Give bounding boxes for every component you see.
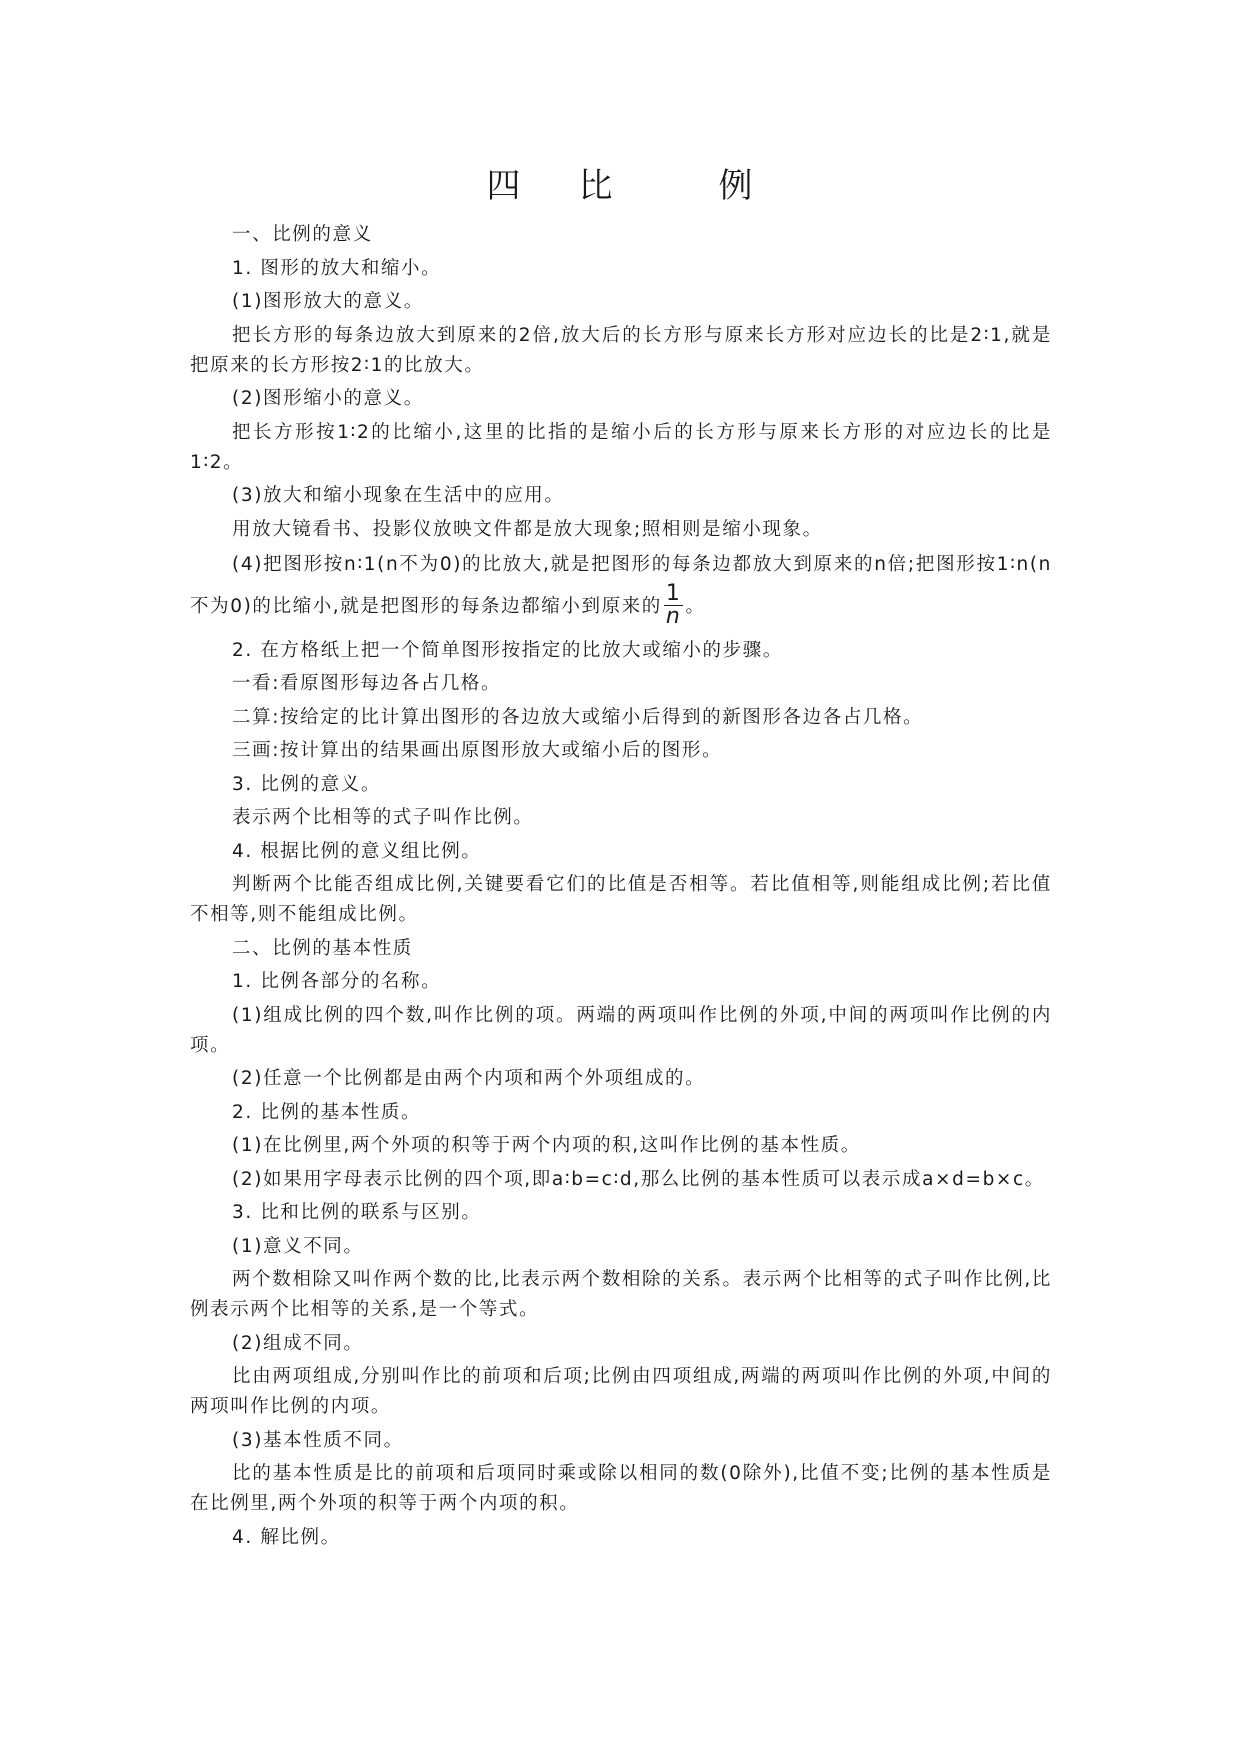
subsection-heading: 2. 在方格纸上把一个简单图形按指定的比放大或缩小的步骤。 bbox=[232, 639, 783, 661]
paragraph: 表示两个比相等的式子叫作比例。 bbox=[232, 807, 534, 828]
paragraph: (2)任意一个比例都是由两个内项和两个外项组成的。 bbox=[232, 1068, 706, 1089]
subsection-heading: 4. 根据比例的意义组比例。 bbox=[232, 840, 482, 862]
fraction bbox=[664, 578, 684, 628]
item-heading: (1)图形放大的意义。 bbox=[232, 291, 424, 312]
paragraph-text: (4)把图形按n∶1(n不为0)的比放大,就是把图形的每条边都放大到原来的n倍;把图形按1∶n(n不为0)的比缩小,就是把图形的每条边都缩小到原来的 bbox=[190, 554, 1052, 617]
subsection-heading: 4. 解比例。 bbox=[232, 1526, 341, 1548]
section-heading: 一、比例的意义 bbox=[232, 224, 373, 245]
paragraph: 把长方形的每条边放大到原来的2倍,放大后的长方形与原来长方形对应边长的比是2∶1,就是把原来的长方形按2∶1的比放大。 bbox=[190, 324, 1052, 376]
paragraph-with-fraction bbox=[190, 548, 1052, 632]
title-char-2: 比 bbox=[578, 166, 615, 206]
paragraph: 比的基本性质是比的前项和后项同时乘或除以相同的数(0除外),比值不变;比例的基本性质是在比例里,两个外项的积等于两个内项的积。 bbox=[190, 1463, 1052, 1514]
step-item: 一看:看原图形每边各占几格。 bbox=[232, 673, 502, 694]
subsection-heading: 3. 比和比例的联系与区别。 bbox=[232, 1202, 482, 1223]
paragraph-end-mark: 。 bbox=[685, 596, 706, 617]
item-heading: (3)基本性质不同。 bbox=[232, 1429, 404, 1451]
item-heading: (2)图形缩小的意义。 bbox=[232, 388, 424, 409]
step-item: 二算:按给定的比计算出图形的各边放大或缩小后得到的新图形各边各占几格。 bbox=[232, 706, 924, 728]
page-title bbox=[0, 156, 1241, 216]
paragraph: 把长方形按1∶2的比缩小,这里的比指的是缩小后的长方形与原来长方形的对应边长的比是1∶2。 bbox=[190, 421, 1052, 473]
subsection-heading: 3. 比例的意义。 bbox=[232, 773, 381, 795]
section-heading: 二、比例的基本性质 bbox=[232, 937, 413, 959]
paragraph: (2)如果用字母表示比例的四个项,即a∶b=c∶d,那么比例的基本性质可以表示成a×d=b×c。 bbox=[232, 1168, 1045, 1190]
paragraph: 用放大镜看书、投影仪放映文件都是放大现象;照相则是缩小现象。 bbox=[232, 518, 823, 540]
title-char-3: 例 bbox=[718, 166, 755, 206]
item-heading: (1)意义不同。 bbox=[232, 1235, 364, 1257]
paragraph: 比由两项组成,分别叫作比的前项和后项;比例由四项组成,两端的两项叫作比例的外项,中间的两项叫作比例的内项。 bbox=[190, 1366, 1052, 1417]
item-heading: (3)放大和缩小现象在生活中的应用。 bbox=[232, 485, 565, 506]
fraction-denominator: n bbox=[665, 604, 682, 629]
subsection-heading: 2. 比例的基本性质。 bbox=[232, 1101, 422, 1123]
paragraph: (1)在比例里,两个外项的积等于两个内项的积,这叫作比例的基本性质。 bbox=[232, 1135, 861, 1156]
step-item: 三画:按计算出的结果画出原图形放大或缩小后的图形。 bbox=[232, 740, 723, 761]
document-body bbox=[190, 220, 1052, 1556]
paragraph: (1)组成比例的四个数,叫作比例的项。两端的两项叫作比例的外项,中间的两项叫作比例的内项。 bbox=[190, 1004, 1052, 1056]
paragraph: 判断两个比能否组成比例,关键要看它们的比值是否相等。若比值相等,则能组成比例;若比值不相等,则不能组成比例。 bbox=[190, 874, 1052, 925]
title-char-1: 四 bbox=[486, 166, 523, 206]
item-heading: (2)组成不同。 bbox=[232, 1332, 364, 1354]
subsection-heading: 1. 比例各部分的名称。 bbox=[232, 971, 442, 992]
subsection-heading: 1. 图形的放大和缩小。 bbox=[232, 257, 442, 279]
paragraph: 两个数相除又叫作两个数的比,比表示两个数相除的关系。表示两个比相等的式子叫作比例,比例表示两个比相等的关系,是一个等式。 bbox=[190, 1269, 1052, 1320]
fraction-numerator: 1 bbox=[665, 581, 682, 606]
